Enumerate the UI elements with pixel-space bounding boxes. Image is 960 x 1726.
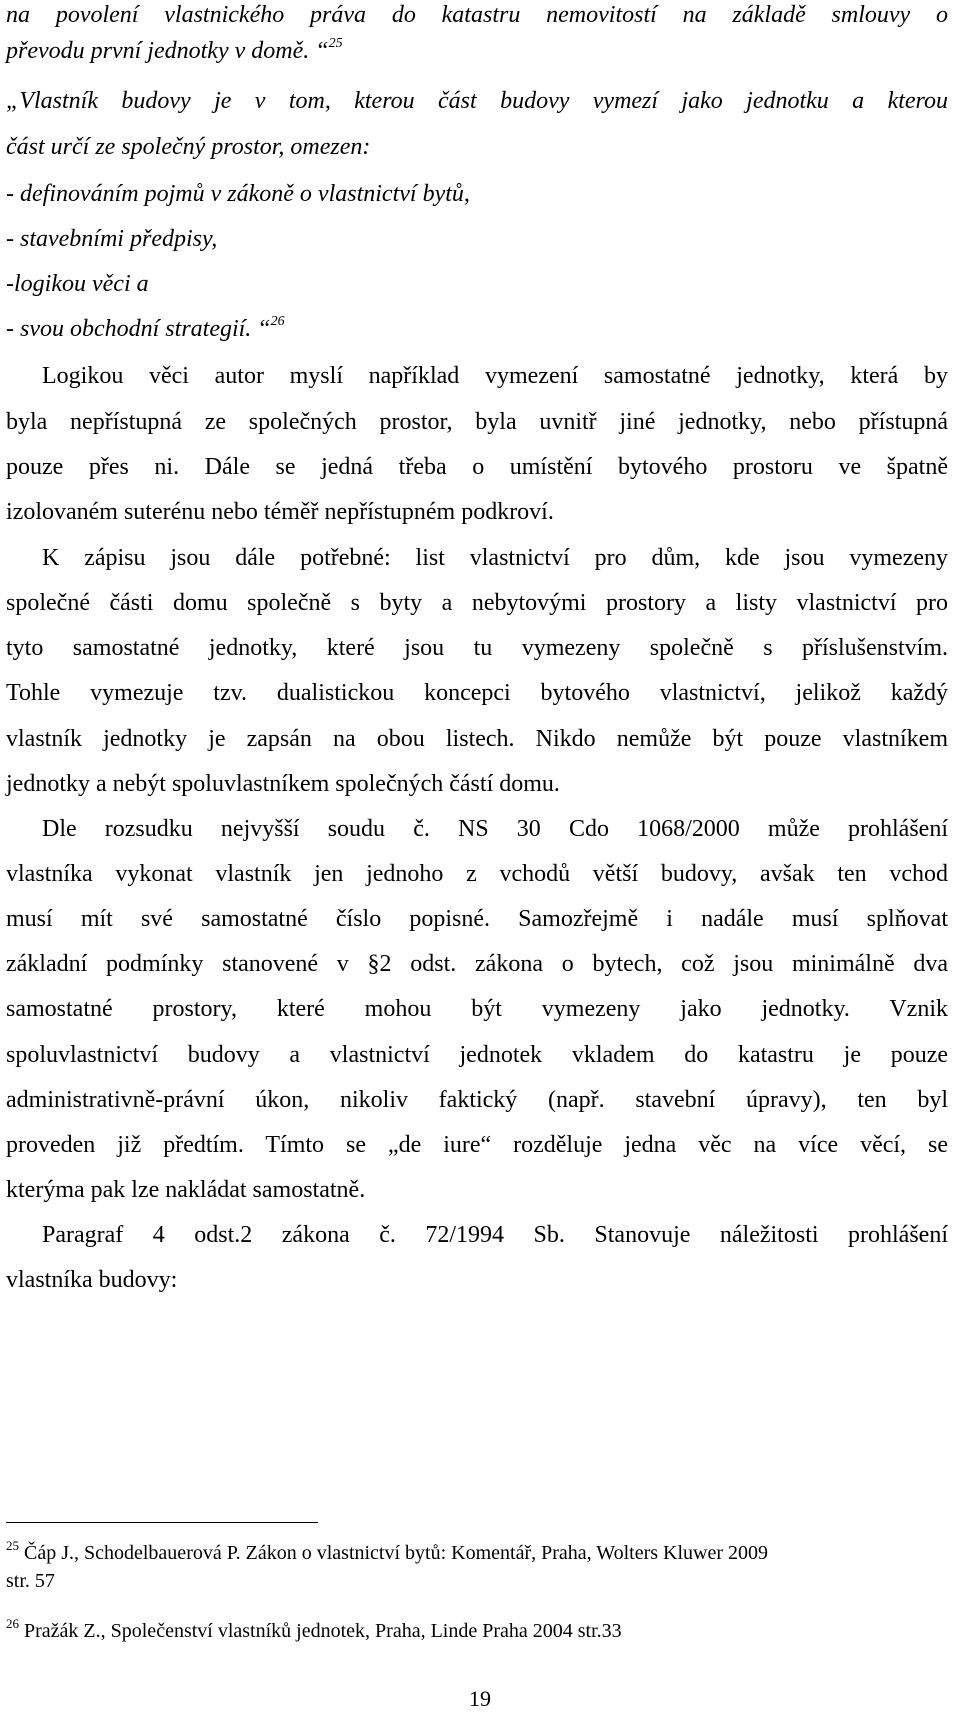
footnote-25-continued: str. 57 bbox=[6, 1570, 55, 1592]
paragraph-line: Paragraf 4 odst.2 zákona č. 72/1994 Sb. Stanovuje náležitosti prohlášení bbox=[42, 1222, 948, 1248]
paragraph-line: Logikou věci autor myslí například vymezení samostatné jednotky, která by bbox=[42, 363, 948, 389]
quote-list-item: - stavebními předpisy, bbox=[6, 226, 218, 252]
page-number: 19 bbox=[469, 1686, 491, 1711]
paragraph-line: spoluvlastnictví budovy a vlastnictví jednotek vkladem do katastru je pouze bbox=[6, 1042, 948, 1068]
footnote-ref[interactable]: 25 bbox=[328, 36, 343, 51]
paragraph-line: Dle rozsudku nejvyšší soudu č. NS 30 Cdo 1068/2000 může prohlášení bbox=[42, 816, 948, 842]
paragraph-line: kterýma pak lze nakládat samostatně. bbox=[6, 1177, 366, 1203]
quote-line: na povolení vlastnického práva do katastru nemovitostí na základě smlouvy o bbox=[6, 2, 948, 28]
quote-list-item bbox=[6, 314, 285, 344]
quote-line: „Vlastník budovy je v tom, kterou část budovy vymezí jako jednotku a kterou bbox=[6, 88, 948, 114]
quote-line bbox=[6, 36, 343, 66]
footnote-text: Pražák Z., Společenství vlastníků jednotek, Praha, Linde Praha 2004 str.33 bbox=[24, 1620, 622, 1642]
paragraph-line: vlastníka vykonat vlastník jen jednoho z vchodů větší budovy, avšak ten vchod bbox=[6, 861, 948, 887]
paragraph-line: izolovaném suterénu nebo téměř nepřístupném podkroví. bbox=[6, 499, 554, 525]
footnote-separator bbox=[6, 1522, 318, 1523]
paragraph-line: K zápisu jsou dále potřebné: list vlastnictví pro dům, kde jsou vymezeny bbox=[42, 545, 948, 571]
footnote-number: 26 bbox=[6, 1616, 19, 1631]
quote-line: část určí ze společný prostor, omezen: bbox=[6, 134, 371, 160]
paragraph-line: Tohle vymezuje tzv. dualistickou koncepci bytového vlastnictví, jelikož každý bbox=[6, 680, 948, 706]
paragraph-line: jednotky a nebýt spoluvlastníkem společných částí domu. bbox=[6, 771, 560, 797]
paragraph-line: proveden již předtím. Tímto se „de iure“ rozděluje jedna věc na více věcí, se bbox=[6, 1132, 948, 1158]
footnote-ref[interactable]: 26 bbox=[270, 314, 285, 329]
paragraph-line: byla nepřístupná ze společných prostor, byla uvnitř jiné jednotky, nebo přístupná bbox=[6, 409, 948, 435]
paragraph-line: pouze přes ni. Dále se jedná třeba o umístění bytového prostoru ve špatně bbox=[6, 454, 948, 480]
footnote-number: 25 bbox=[6, 1538, 19, 1553]
paragraph-line: administrativně-právní úkon, nikoliv faktický (např. stavební úpravy), ten byl bbox=[6, 1087, 948, 1113]
paragraph-line: vlastníka budovy: bbox=[6, 1267, 178, 1293]
paragraph-line: samostatné prostory, které mohou být vymezeny jako jednotky. Vznik bbox=[6, 996, 948, 1022]
paragraph-line: tyto samostatné jednotky, které jsou tu vymezeny společně s příslušenstvím. bbox=[6, 635, 948, 661]
footnote-25 bbox=[6, 1540, 768, 1566]
footnote-text: Čáp J., Schodelbauerová P. Zákon o vlastnictví bytů: Komentář, Praha, Wolters Kluwer 2009 bbox=[24, 1542, 768, 1564]
quote-list-item: - definováním pojmů v zákoně o vlastnictví bytů, bbox=[6, 181, 470, 207]
footnote-26 bbox=[6, 1618, 622, 1644]
quote-line-text: - svou obchodní strategií. “ bbox=[6, 316, 271, 342]
quote-line-text: převodu první jednotky v domě. “ bbox=[6, 38, 329, 64]
quote-list-item: -logikou věci a bbox=[6, 271, 149, 297]
paragraph-line: základní podmínky stanovené v §2 odst. zákona o bytech, což jsou minimálně dva bbox=[6, 951, 948, 977]
paragraph-line: musí mít své samostatné číslo popisné. Samozřejmě i nadále musí splňovat bbox=[6, 906, 948, 932]
paragraph-line: společné části domu společně s byty a nebytovými prostory a listy vlastnictví pro bbox=[6, 590, 948, 616]
paragraph-line: vlastník jednotky je zapsán na obou listech. Nikdo nemůže být pouze vlastníkem bbox=[6, 726, 948, 752]
